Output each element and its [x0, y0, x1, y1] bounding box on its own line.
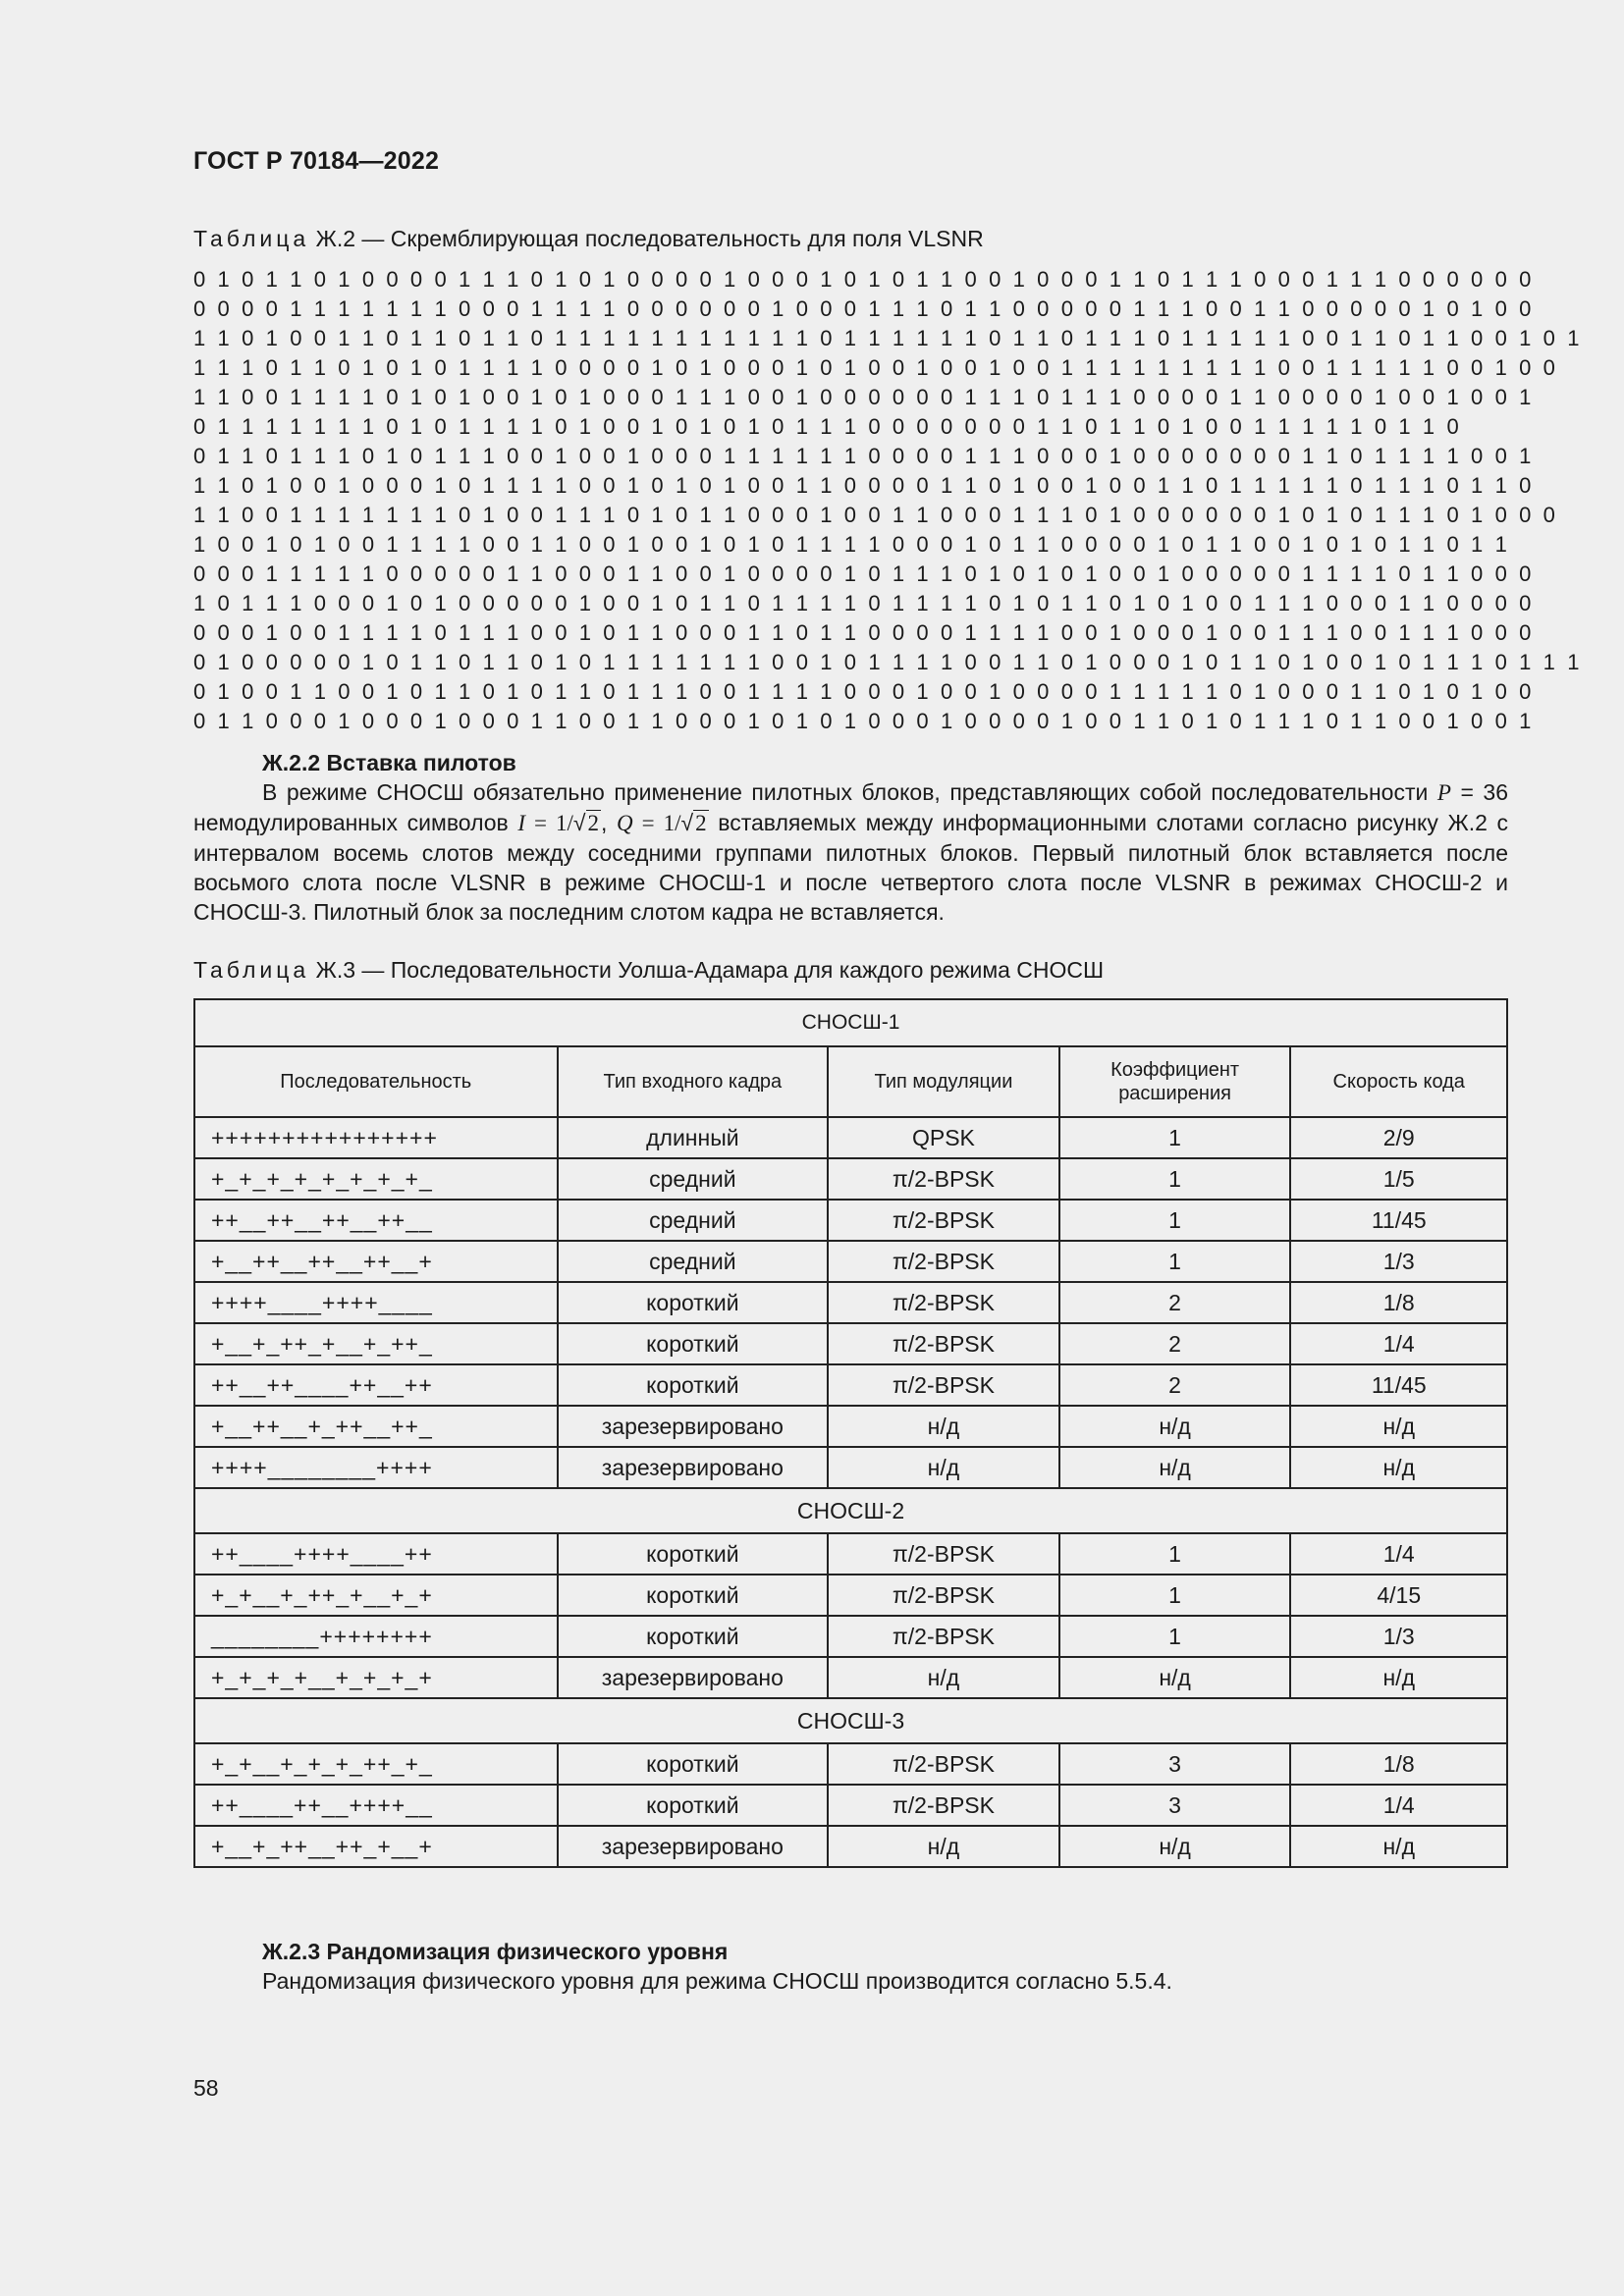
- spreading-factor-cell: 1: [1059, 1158, 1291, 1200]
- column-header: Коэффициент расширения: [1059, 1046, 1291, 1117]
- table-row: [194, 1616, 1507, 1657]
- formula-I: I: [517, 811, 526, 835]
- table2-label: Таблица: [193, 226, 310, 251]
- code-rate-cell: 1/3: [1290, 1241, 1507, 1282]
- table-row: [194, 1241, 1507, 1282]
- code-rate-cell: 1/3: [1290, 1616, 1507, 1657]
- sequence-cell: ++++++++++++++++: [194, 1117, 558, 1158]
- modulation-cell: π/2-BPSK: [828, 1364, 1058, 1406]
- sequence-cell: +_+_+_+_+_+_+_+_: [194, 1158, 558, 1200]
- table3-label: Таблица: [193, 957, 310, 983]
- section-2-2-text-c: вставляемых между информационными слотами согласно рисунку Ж.2 с интервалом восемь слотов между соседними группами пилотных блоков. Первый пилотный блок вставляется после восьмого слота после VLSNR в режиме СНОСШ-1 и после четвертого слота после VLSNR в режимах СНОСШ-2 и СНОСШ-3. Пилотный блок за последним слотом кадра не вставляется.: [193, 810, 1508, 925]
- bit-row: 0 0 0 0 1 1 1 1 1 1 1 0 0 0 1 1 1 1 0 0 0 0 0 0 1 0 0 0 1 1 1 0 1 1 0 0 0 0 0 1 1 1 0 0 1 1 0 0 0 0 0 1 0 1 0 0: [193, 296, 1535, 321]
- table-row: [194, 1826, 1507, 1867]
- table-row: [194, 1743, 1507, 1785]
- sequence-cell: +_+__+_++_+__+_+: [194, 1575, 558, 1616]
- spreading-factor-cell: 1: [1059, 1616, 1291, 1657]
- table3-caption: [193, 957, 1104, 984]
- table2-caption-text: Ж.2 — Скремблирующая последовательность для поля VLSNR: [315, 226, 984, 251]
- code-rate-cell: 1/4: [1290, 1323, 1507, 1364]
- code-rate-cell: 1/8: [1290, 1282, 1507, 1323]
- sequence-cell: ++++________++++: [194, 1447, 558, 1488]
- spreading-factor-cell: 2: [1059, 1323, 1291, 1364]
- page-number: 58: [193, 2075, 219, 2101]
- column-header: Тип модуляции: [828, 1046, 1058, 1117]
- code-rate-cell: н/д: [1290, 1657, 1507, 1698]
- bit-row: 0 0 0 1 1 1 1 1 0 0 0 0 0 1 1 0 0 0 1 1 0 0 1 0 0 0 0 1 0 1 1 1 0 1 0 1 0 1 0 0 1 0 0 0 0 0 1 1 1 1 0 1 1 0 0 0: [193, 561, 1535, 586]
- table-row: [194, 1117, 1507, 1158]
- sequence-cell: ++++____++++____: [194, 1282, 558, 1323]
- table-row: [194, 1533, 1507, 1575]
- sequence-cell: +_+_+_+__+_+_+_+: [194, 1657, 558, 1698]
- sequence-cell: +__++__+_++__++_: [194, 1406, 558, 1447]
- bit-row: 1 0 0 1 0 1 0 0 1 1 1 1 0 0 1 1 0 0 1 0 0 1 0 1 0 1 1 1 1 0 0 0 1 0 1 1 0 0 0 0 1 0 1 1 0 0 1 0 1 0 1 1 0 1 1: [193, 532, 1510, 557]
- table-row: [194, 1200, 1507, 1241]
- bit-row: 0 1 0 0 1 1 0 0 1 0 1 1 0 1 0 1 1 0 1 1 1 0 0 1 1 1 1 0 0 0 1 0 0 1 0 0 0 0 1 1 1 1 1 0 1 0 0 0 1 1 0 1 0 1 0 0: [193, 679, 1535, 704]
- spreading-factor-cell: 1: [1059, 1241, 1291, 1282]
- modulation-cell: QPSK: [828, 1117, 1058, 1158]
- bit-row: 1 1 1 0 1 1 0 1 0 1 0 1 1 1 1 0 0 0 0 1 0 1 0 0 0 1 0 1 0 0 1 0 0 1 0 0 1 1 1 1 1 1 1 1 1 0 0 1 1 1 1 1 0 0 1 0 0: [193, 355, 1559, 380]
- frame-type-cell: длинный: [558, 1117, 829, 1158]
- modulation-cell: π/2-BPSK: [828, 1743, 1058, 1785]
- bit-row: 0 1 1 1 1 1 1 1 0 1 0 1 1 1 1 0 1 0 0 1 0 1 0 1 0 1 1 1 0 0 0 0 0 0 0 1 1 0 1 1 0 1 0 0 1 1 1 1 1 0 1 1 0: [193, 414, 1462, 439]
- walsh-hadamard-table: [193, 998, 1508, 1868]
- modulation-cell: π/2-BPSK: [828, 1158, 1058, 1200]
- frame-type-cell: короткий: [558, 1743, 829, 1785]
- code-rate-cell: 4/15: [1290, 1575, 1507, 1616]
- code-rate-cell: н/д: [1290, 1826, 1507, 1867]
- frame-type-cell: короткий: [558, 1364, 829, 1406]
- code-rate-cell: 1/8: [1290, 1743, 1507, 1785]
- frame-type-cell: зарезервировано: [558, 1406, 829, 1447]
- modulation-cell: π/2-BPSK: [828, 1575, 1058, 1616]
- modulation-cell: н/д: [828, 1826, 1058, 1867]
- bit-row: 1 1 0 1 0 0 1 0 0 0 1 0 1 1 1 1 0 0 1 0 1 0 1 0 0 1 1 0 0 0 0 1 1 0 1 0 0 1 0 0 1 1 0 1 1 1 1 1 0 1 1 1 0 1 1 0: [193, 473, 1535, 498]
- modulation-cell: π/2-BPSK: [828, 1241, 1058, 1282]
- bit-row: 1 1 0 0 1 1 1 1 0 1 0 1 0 0 1 0 1 0 0 0 1 1 1 0 0 1 0 0 0 0 0 0 1 1 1 0 1 1 1 0 0 0 0 1 1 0 0 0 0 1 0 0 1 0 0 1: [193, 385, 1535, 409]
- spreading-factor-cell: 2: [1059, 1282, 1291, 1323]
- header-row: [194, 1046, 1507, 1117]
- bit-row: 0 1 0 1 1 0 1 0 0 0 0 1 1 1 0 1 0 1 0 0 0 0 1 0 0 0 1 0 1 0 1 1 0 0 1 0 0 0 1 1 0 1 1 1 0 0 0 1 1 1 0 0 0 0 0 0: [193, 267, 1535, 292]
- section-2-2-paragraph: В режиме СНОСШ обязательно применение пилотных блоков, представляющих собой последовательности P = 36 немодулированных символов I = 1/√2, Q = 1/√2 вставляемых между информационными слотами согласно рисунку Ж.2 с интервалом восемь слотов между соседними группами пилотных блоков. Первый пилотный блок вставляется после восьмого слота после VLSNR в режиме СНОСШ-1 и после четвертого слота после VLSNR в режимах СНОСШ-2 и СНОСШ-3. Пилотный блок за последним слотом кадра не вставляется.: [193, 779, 1509, 925]
- formula-sqrt-1: 2: [587, 811, 600, 835]
- bit-row: 1 1 0 0 1 1 1 1 1 1 1 0 1 0 0 1 1 1 0 1 0 1 1 0 0 0 1 0 0 1 1 0 0 0 1 1 1 0 1 0 0 0 0 0 0 1 0 1 0 1 1 1 0 1 0 0 0: [193, 503, 1559, 527]
- column-header: Последовательность: [194, 1046, 558, 1117]
- bit-row: 1 0 1 1 1 0 0 0 1 0 1 0 0 0 0 0 1 0 0 1 0 1 1 0 1 1 1 1 0 1 1 1 1 0 1 0 1 1 0 1 0 1 0 0 1 1 1 0 0 0 1 1 0 0 0 0: [193, 591, 1535, 615]
- table-row: [194, 1406, 1507, 1447]
- scrambling-sequence: [193, 265, 1583, 736]
- frame-type-cell: короткий: [558, 1575, 829, 1616]
- table-row: [194, 1447, 1507, 1488]
- group-title: СНОСШ-1: [194, 999, 1507, 1046]
- formula-Q: Q: [617, 811, 633, 835]
- modulation-cell: π/2-BPSK: [828, 1323, 1058, 1364]
- spreading-factor-cell: 2: [1059, 1364, 1291, 1406]
- frame-type-cell: короткий: [558, 1533, 829, 1575]
- bit-row: 0 0 0 1 0 0 1 1 1 1 0 1 1 1 0 0 1 0 1 1 0 0 0 1 1 0 1 1 0 0 0 0 1 1 1 1 0 0 1 0 0 0 1 0 0 1 1 1 0 0 1 1 1 0 0 0: [193, 620, 1535, 645]
- code-rate-cell: н/д: [1290, 1406, 1507, 1447]
- spreading-factor-cell: 1: [1059, 1200, 1291, 1241]
- spreading-factor-cell: 3: [1059, 1785, 1291, 1826]
- table-row: [194, 1364, 1507, 1406]
- sequence-cell: +__+_++_+__+_++_: [194, 1323, 558, 1364]
- frame-type-cell: зарезервировано: [558, 1657, 829, 1698]
- frame-type-cell: зарезервировано: [558, 1447, 829, 1488]
- group-title: СНОСШ-3: [194, 1698, 1507, 1743]
- table-row: [194, 1657, 1507, 1698]
- spreading-factor-cell: 1: [1059, 1117, 1291, 1158]
- spreading-factor-cell: н/д: [1059, 1447, 1291, 1488]
- code-rate-cell: 2/9: [1290, 1117, 1507, 1158]
- bit-row: 0 1 0 0 0 0 0 1 0 1 1 0 1 1 0 1 0 1 1 1 1 1 1 1 0 0 1 0 1 1 1 1 0 0 1 1 0 1 0 0 0 1 0 1 1 0 1 0 0 1 0 1 1 1 0 1 1 1: [193, 650, 1583, 674]
- table2-caption: [193, 226, 984, 252]
- modulation-cell: н/д: [828, 1447, 1058, 1488]
- table-row: [194, 1158, 1507, 1200]
- modulation-cell: π/2-BPSK: [828, 1200, 1058, 1241]
- sequence-cell: ________++++++++: [194, 1616, 558, 1657]
- section-2-3: [193, 1937, 1508, 1996]
- modulation-cell: π/2-BPSK: [828, 1282, 1058, 1323]
- code-rate-cell: 11/45: [1290, 1364, 1507, 1406]
- frame-type-cell: короткий: [558, 1785, 829, 1826]
- modulation-cell: н/д: [828, 1657, 1058, 1698]
- sequence-cell: +__+_++__++_+__+: [194, 1826, 558, 1867]
- group-row: [194, 999, 1507, 1046]
- frame-type-cell: зарезервировано: [558, 1826, 829, 1867]
- sequence-cell: ++__++__++__++__: [194, 1200, 558, 1241]
- table-row: [194, 1575, 1507, 1616]
- group-title: СНОСШ-2: [194, 1488, 1507, 1533]
- modulation-cell: π/2-BPSK: [828, 1533, 1058, 1575]
- code-rate-cell: 1/4: [1290, 1533, 1507, 1575]
- group-row: [194, 1698, 1507, 1743]
- frame-type-cell: средний: [558, 1200, 829, 1241]
- column-header: Скорость кода: [1290, 1046, 1507, 1117]
- spreading-factor-cell: 1: [1059, 1575, 1291, 1616]
- bit-row: 1 1 0 1 0 0 1 1 0 1 1 0 1 1 0 1 1 1 1 1 1 1 1 1 1 1 0 1 1 1 1 1 1 0 1 1 0 1 1 1 0 1 1 1 1 1 0 0 1 1 0 1 1 0 0 1 0 1: [193, 326, 1583, 350]
- code-rate-cell: 1/5: [1290, 1158, 1507, 1200]
- symbol-P: P: [1436, 780, 1451, 805]
- table-row: [194, 1785, 1507, 1826]
- sequence-cell: ++__++____++__++: [194, 1364, 558, 1406]
- section-2-2-title: Ж.2.2 Вставка пилотов: [262, 750, 516, 775]
- modulation-cell: н/д: [828, 1406, 1058, 1447]
- formula-eq-2: = 1/: [632, 811, 681, 835]
- frame-type-cell: короткий: [558, 1323, 829, 1364]
- section-2-3-title: Ж.2.3 Рандомизация физического уровня: [262, 1939, 729, 1964]
- code-rate-cell: 11/45: [1290, 1200, 1507, 1241]
- table-row: [194, 1282, 1507, 1323]
- modulation-cell: π/2-BPSK: [828, 1616, 1058, 1657]
- section-2-2-text-a: В режиме СНОСШ обязательно применение пилотных блоков, представляющих собой последовательности: [262, 779, 1429, 805]
- frame-type-cell: короткий: [558, 1616, 829, 1657]
- spreading-factor-cell: н/д: [1059, 1406, 1291, 1447]
- code-rate-cell: н/д: [1290, 1447, 1507, 1488]
- sequence-cell: +_+__+_+_+_++_+_: [194, 1743, 558, 1785]
- spreading-factor-cell: 3: [1059, 1743, 1291, 1785]
- modulation-cell: π/2-BPSK: [828, 1785, 1058, 1826]
- frame-type-cell: средний: [558, 1158, 829, 1200]
- spreading-factor-cell: н/д: [1059, 1826, 1291, 1867]
- sequence-cell: +__++__++__++__+: [194, 1241, 558, 1282]
- spreading-factor-cell: 1: [1059, 1533, 1291, 1575]
- formula-sqrt-2: 2: [695, 811, 707, 835]
- document-header: ГОСТ Р 70184—2022: [193, 147, 440, 175]
- formula-separator: ,: [601, 810, 618, 835]
- formula-eq-1: = 1/: [525, 811, 573, 835]
- bit-row: 0 1 1 0 0 0 1 0 0 0 1 0 0 0 1 1 0 0 1 1 0 0 0 1 0 1 0 1 0 0 0 1 0 0 0 0 1 0 0 1 1 0 1 0 1 1 1 0 1 1 0 0 1 0 0 1: [193, 709, 1535, 733]
- section-2-2-text-b: = 36 немодулированных символов: [193, 779, 1509, 835]
- column-header: Тип входного кадра: [558, 1046, 829, 1117]
- section-2-2: [193, 748, 1508, 927]
- frame-type-cell: средний: [558, 1241, 829, 1282]
- frame-type-cell: короткий: [558, 1282, 829, 1323]
- spreading-factor-cell: н/д: [1059, 1657, 1291, 1698]
- code-rate-cell: 1/4: [1290, 1785, 1507, 1826]
- section-2-3-text: Рандомизация физического уровня для режима СНОСШ производится согласно 5.5.4.: [262, 1968, 1172, 1994]
- sequence-cell: ++____++++____++: [194, 1533, 558, 1575]
- table3-caption-text: Ж.3 — Последовательности Уолша-Адамара для каждого режима СНОСШ: [315, 957, 1105, 983]
- sequence-cell: ++____++__++++__: [194, 1785, 558, 1826]
- bit-row: 0 1 1 0 1 1 1 0 1 0 1 1 1 0 0 1 0 0 1 0 0 0 1 1 1 1 1 1 0 0 0 0 1 1 1 0 0 0 1 0 0 0 0 0 0 0 1 1 0 1 1 1 1 0 0 1: [193, 444, 1535, 468]
- group-row: [194, 1488, 1507, 1533]
- table-row: [194, 1323, 1507, 1364]
